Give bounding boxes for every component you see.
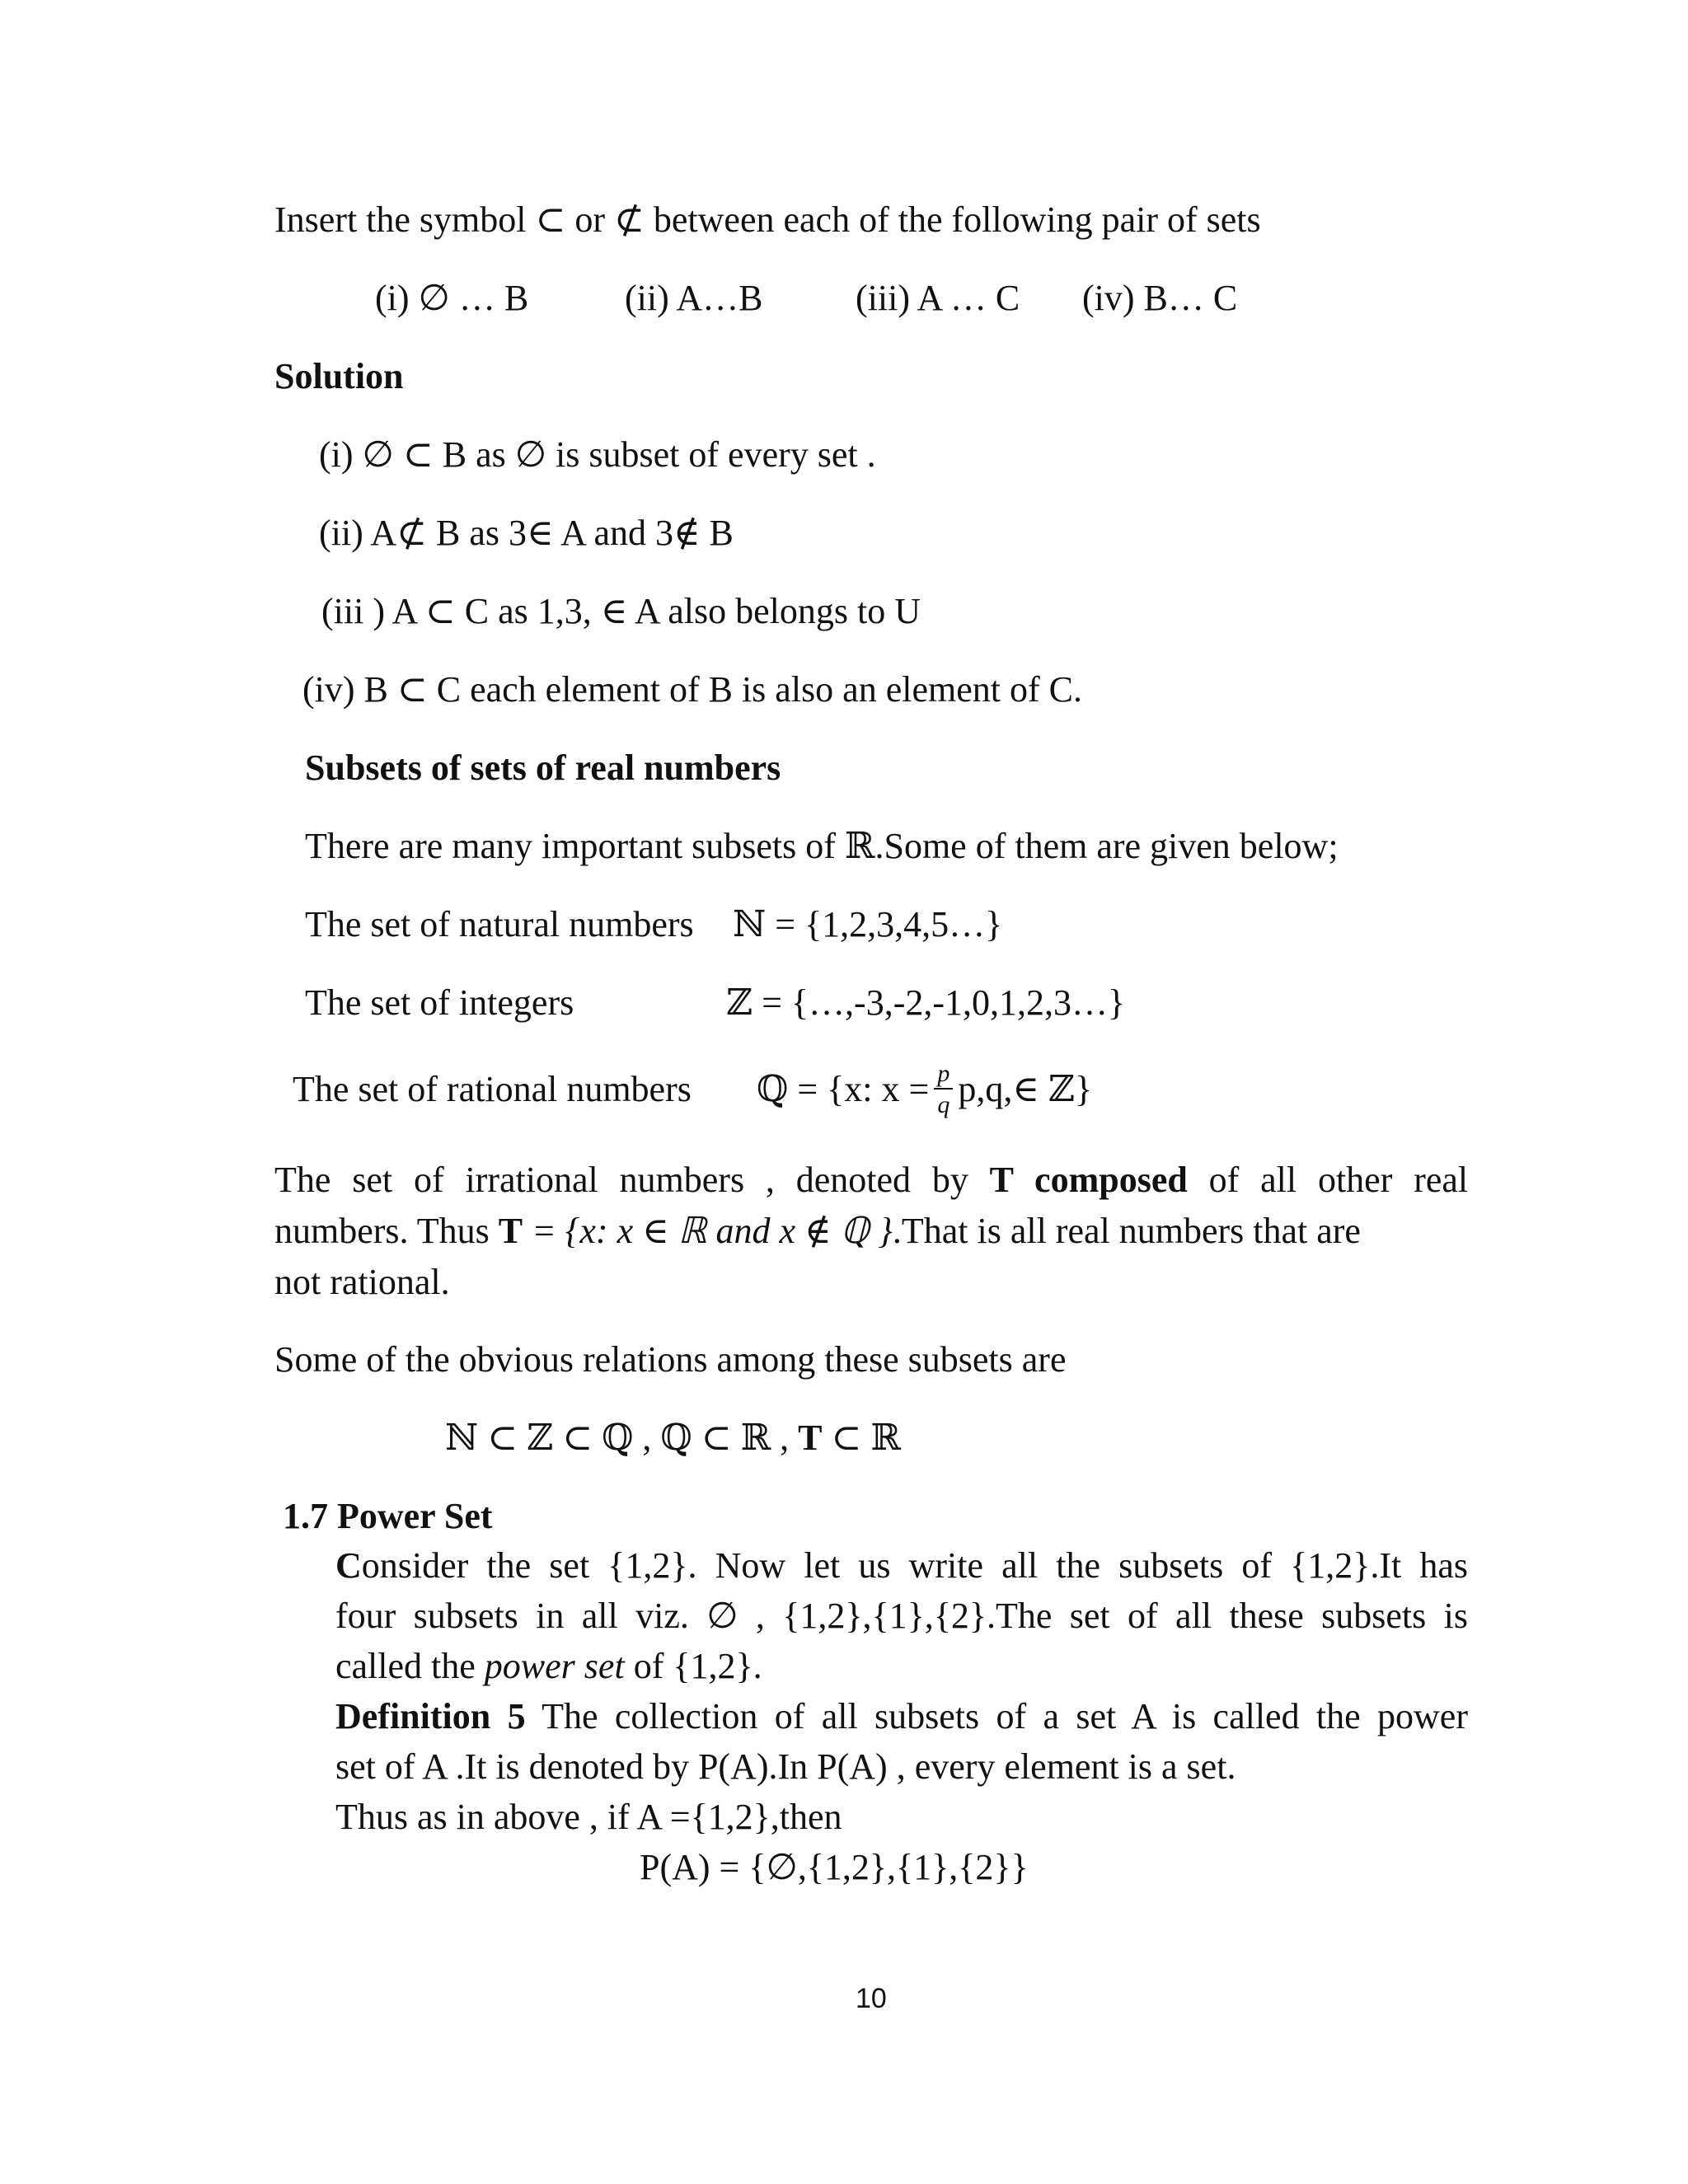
irrational-set-definition: = {x: x ∈ ℝ and x ∉ ℚ } — [523, 1211, 893, 1251]
irrational-paragraph-line-2 — [274, 1213, 1361, 1249]
definition-5-line-1 — [335, 1696, 1468, 1736]
exercise-part-4: (iv) B… C — [1082, 278, 1238, 318]
definition-line1-text: The collection of all subsets of a set A is called the power — [525, 1696, 1468, 1736]
fraction-denominator: q — [937, 1091, 950, 1118]
power-set-paragraph-line-2: four subsets in all viz. ∅ , {1,2},{1},{2}.The set of all these subsets is — [335, 1596, 1468, 1636]
natural-numbers-label: The set of natural numbers — [305, 904, 694, 944]
exercise-part-2: (ii) A…B — [625, 278, 763, 318]
word: T composed — [989, 1160, 1188, 1200]
power-set-line3-prefix: called the — [335, 1646, 485, 1686]
relations-formula-part-2: ⊂ ℝ — [822, 1418, 901, 1458]
power-set-paragraph-line-1 — [335, 1545, 1468, 1586]
word: real — [1414, 1160, 1469, 1200]
word: of — [413, 1160, 444, 1200]
integers-definition: ℤ = {…,-3,-2,-1,0,1,2,3…} — [726, 982, 1126, 1023]
word: by — [931, 1160, 968, 1200]
rational-numbers-definition — [757, 1057, 1092, 1122]
subsets-heading: Subsets of sets of real numbers — [305, 748, 781, 788]
solution-line-3: (iii ) A ⊂ C as 1,3, ∈ A also belongs to U — [321, 591, 921, 631]
exercise-part-3: (iii) A … C — [856, 278, 1020, 318]
solution-heading: Solution — [274, 356, 404, 396]
natural-numbers-definition: ℕ = {1,2,3,4,5…} — [733, 904, 1003, 944]
irrational-line2-prefix: numbers. Thus — [274, 1211, 499, 1251]
definition-5-line-2: set of A .It is denoted by P(A).In P(A) , every element is a set. — [335, 1746, 1236, 1787]
solution-line-1: (i) ∅ ⊂ B as ∅ is subset of every set . — [319, 434, 876, 475]
relations-intro: Some of the obvious relations among these subsets are — [274, 1339, 1067, 1380]
thus-line: Thus as in above , if A ={1,2},then — [335, 1797, 842, 1837]
irrational-symbol-T: T — [498, 1211, 523, 1251]
dropcap-C: C — [335, 1545, 362, 1586]
solution-line-4: (iv) B ⊂ C each element of B is also an element of C. — [302, 669, 1082, 710]
relations-formula — [445, 1420, 901, 1456]
integers-label: The set of integers — [305, 982, 574, 1023]
subsets-intro: There are many important subsets of ℝ.Some of them are given below; — [305, 826, 1339, 866]
word: set — [352, 1160, 393, 1200]
rational-numbers-label: The set of rational numbers — [293, 1069, 692, 1109]
rational-def-prefix: ℚ = {x: x = — [757, 1069, 930, 1109]
relations-symbol-T: T — [798, 1418, 823, 1458]
fraction-p-over-q — [934, 1062, 953, 1118]
word: The — [274, 1160, 331, 1200]
power-set-formula: P(A) = {∅,{1,2},{1},{2}} — [640, 1847, 1029, 1887]
exercise-prompt: Insert the symbol ⊂ or ⊄ between each of the following pair of sets — [274, 199, 1261, 240]
solution-line-2: (ii) A⊄ B as 3∈ A and 3∉ B — [319, 513, 734, 553]
rational-def-suffix: p,q,∈ ℤ} — [958, 1069, 1093, 1109]
word: irrational — [465, 1160, 598, 1200]
irrational-paragraph-line-1 — [274, 1162, 1468, 1198]
exercise-part-1: (i) ∅ … B — [375, 278, 529, 318]
word: other — [1317, 1160, 1393, 1200]
word: of — [1208, 1160, 1240, 1200]
word: numbers — [619, 1160, 745, 1200]
irrational-paragraph-line-3: not rational. — [274, 1262, 450, 1302]
definition-label: Definition 5 — [335, 1696, 526, 1736]
power-set-term: power set — [484, 1646, 625, 1686]
power-set-line3-suffix: of {1,2}. — [624, 1646, 762, 1686]
power-set-line1-text: onsider the set {1,2}. Now let us write all the subsets of {1,2}.It has — [361, 1545, 1468, 1586]
page-number: 10 — [856, 1983, 887, 2014]
word: all — [1260, 1160, 1297, 1200]
relations-formula-part-1: ℕ ⊂ ℤ ⊂ ℚ , ℚ ⊂ ℝ , — [445, 1418, 799, 1458]
fraction-numerator: p — [934, 1062, 953, 1090]
power-set-paragraph-line-3 — [335, 1648, 762, 1685]
irrational-line2-suffix: .That is all real numbers that are — [892, 1211, 1361, 1251]
word: denoted — [795, 1160, 912, 1200]
power-set-heading: 1.7 Power Set — [283, 1496, 493, 1536]
word: , — [765, 1160, 775, 1200]
